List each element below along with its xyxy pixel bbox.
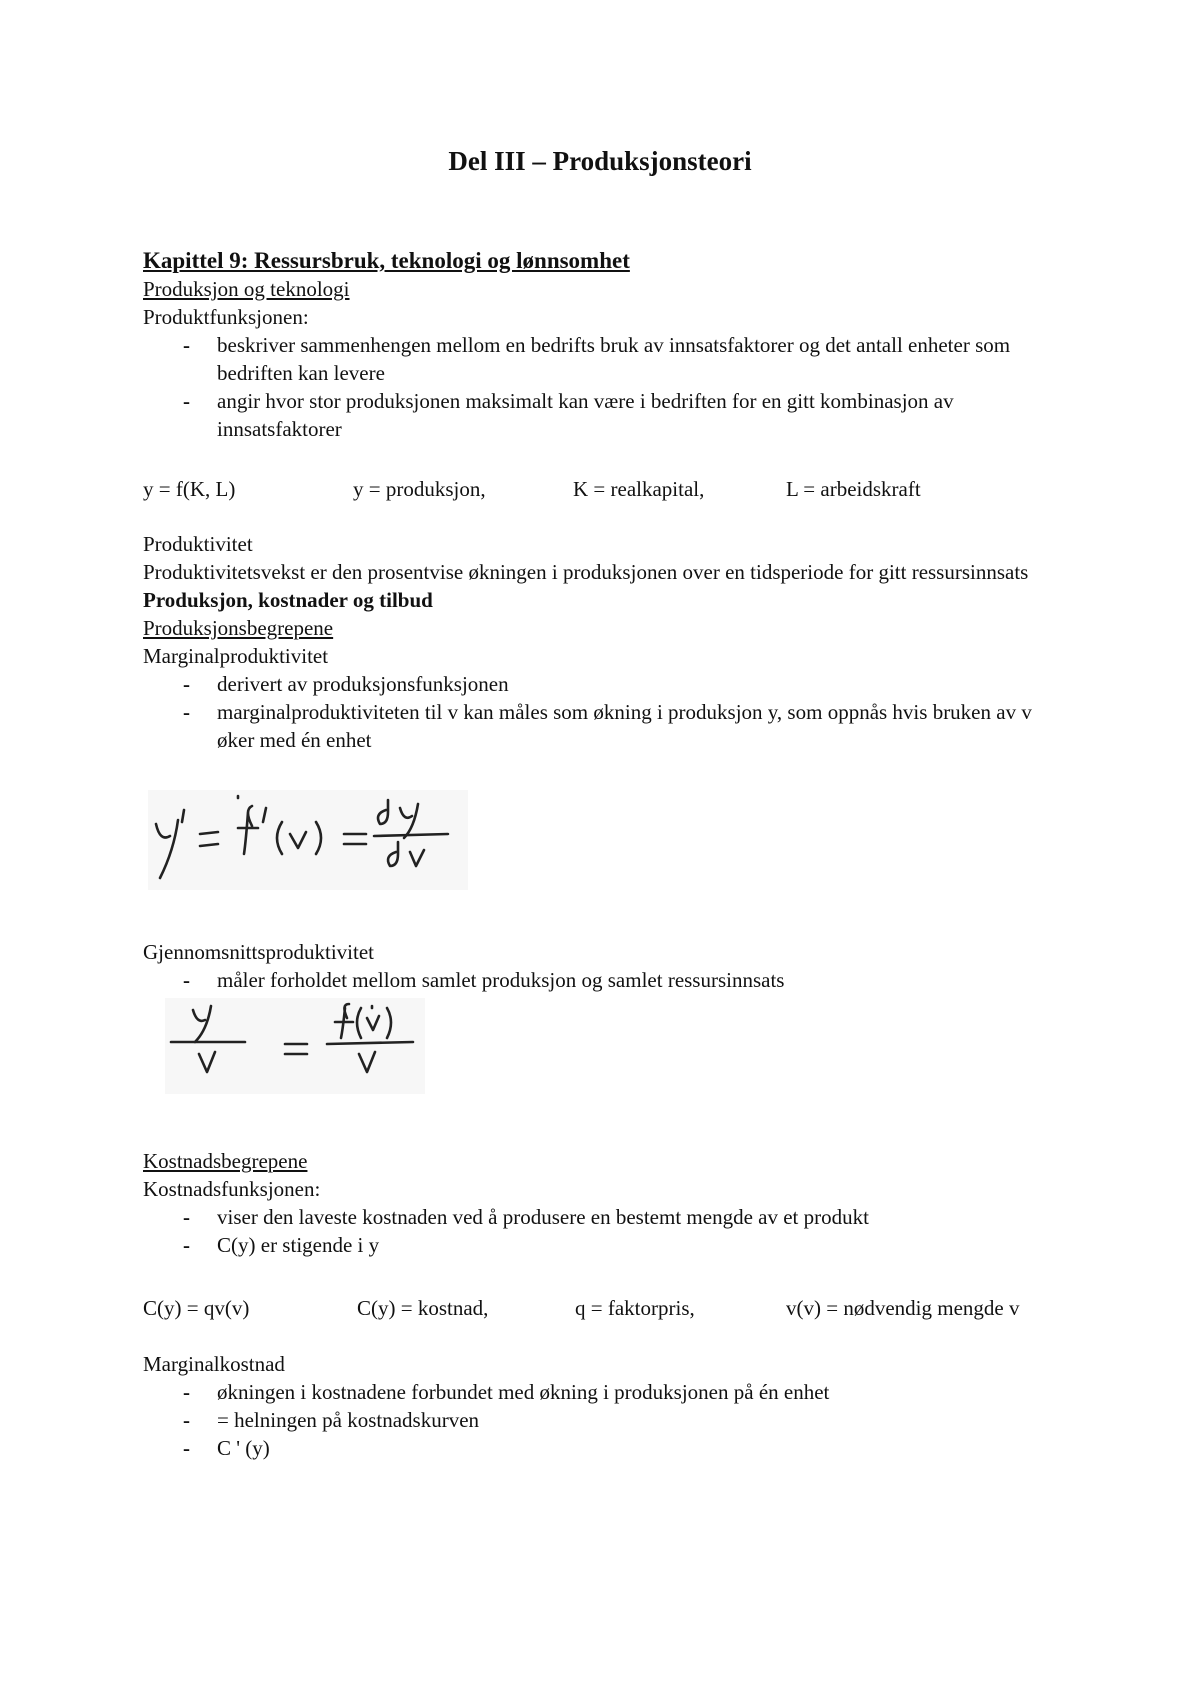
term-label: Marginalkostnad — [143, 1352, 285, 1376]
dash-marker: - — [183, 1233, 190, 1257]
subsection-heading: Produksjonsbegrepene — [143, 616, 334, 640]
list-item: - C(y) er stigende i y — [183, 1233, 380, 1257]
term-label: Marginalproduktivitet — [143, 644, 329, 668]
list-item: - beskriver sammenhengen mellom en bedrifts bruk av innsatsfaktorer og det antall enheter som bedriften kan levere — [183, 333, 1011, 385]
dash-marker: - — [183, 968, 190, 992]
handwriting-image — [148, 790, 468, 890]
dash-marker: - — [183, 1205, 190, 1229]
dash-marker: - — [183, 333, 190, 357]
bullet-list — [143, 966, 1073, 994]
term-label: Produktivitet — [143, 532, 253, 556]
formula-definition: v(v) = nødvendig mengde v — [786, 1296, 1020, 1320]
formula-definition: C(y) = kostnad, — [357, 1296, 489, 1320]
formula-row-cost — [143, 1294, 1073, 1322]
paragraph: Produktivitetsvekst er den prosentvise økningen i produksjonen over en tidsperiode for gitt ressursinnsats — [143, 560, 1029, 584]
list-item: - = helningen på kostnadskurven — [183, 1408, 480, 1432]
dash-marker: - — [183, 672, 190, 696]
section-marginal-cost — [143, 1350, 1073, 1462]
handwritten-formula-marginal — [148, 790, 468, 890]
handwritten-formula-average — [165, 998, 425, 1094]
list-item: - økningen i kostnadene forbundet med økning i produksjonen på én enhet — [183, 1380, 830, 1404]
formula-definition: L = arbeidskraft — [786, 477, 921, 501]
term-label: Produktfunksjonen: — [143, 305, 309, 329]
list-item: - derivert av produksjonsfunksjonen — [183, 672, 509, 696]
handwriting-image — [165, 998, 425, 1094]
list-item: - angir hvor stor produksjonen maksimalt kan være i bedriften for en gitt kombinasjon av innsatsfaktorer — [183, 389, 954, 441]
section-average-productivity — [143, 938, 1073, 994]
section-costs — [143, 1147, 1073, 1259]
list-item: - C ' (y) — [183, 1436, 270, 1460]
chapter-heading: Kapittel 9: Ressursbruk, teknologi og lønnsomhet — [143, 248, 630, 273]
list-item: - marginalproduktiviteten til v kan måles som økning i produksjon y, som oppnås hvis bruken av v øker med én enhet — [183, 700, 1032, 752]
section-heading: Produksjon, kostnader og tilbud — [143, 588, 433, 612]
page-title: Del III – Produksjonsteori — [448, 146, 752, 176]
formula-expression: y = f(K, L) — [143, 477, 236, 501]
dash-marker: - — [183, 1408, 190, 1432]
subsection-heading: Kostnadsbegrepene — [143, 1149, 308, 1173]
section-production-technology — [143, 247, 1073, 443]
list-item: - måler forholdet mellom samlet produksjon og samlet ressursinnsats — [183, 968, 785, 992]
dash-marker: - — [183, 389, 190, 413]
dash-marker: - — [183, 1380, 190, 1404]
formula-definition: q = faktorpris, — [575, 1296, 695, 1320]
dash-marker: - — [183, 700, 190, 724]
subsection-heading: Produksjon og teknologi — [143, 277, 350, 301]
section-productivity — [143, 530, 1073, 754]
list-item: - viser den laveste kostnaden ved å produsere en bestemt mengde av et produkt — [183, 1205, 869, 1229]
term-label: Gjennomsnittsproduktivitet — [143, 940, 374, 964]
bullet-list — [143, 1203, 1073, 1259]
dash-marker: - — [183, 1436, 190, 1460]
formula-row-production — [143, 475, 1073, 503]
formula-expression: C(y) = qv(v) — [143, 1296, 250, 1320]
term-label: Kostnadsfunksjonen: — [143, 1177, 321, 1201]
bullet-list — [143, 1378, 1073, 1462]
formula-definition: K = realkapital, — [573, 477, 705, 501]
formula-definition: y = produksjon, — [353, 477, 486, 501]
bullet-list — [143, 331, 1073, 443]
bullet-list — [143, 670, 1073, 754]
